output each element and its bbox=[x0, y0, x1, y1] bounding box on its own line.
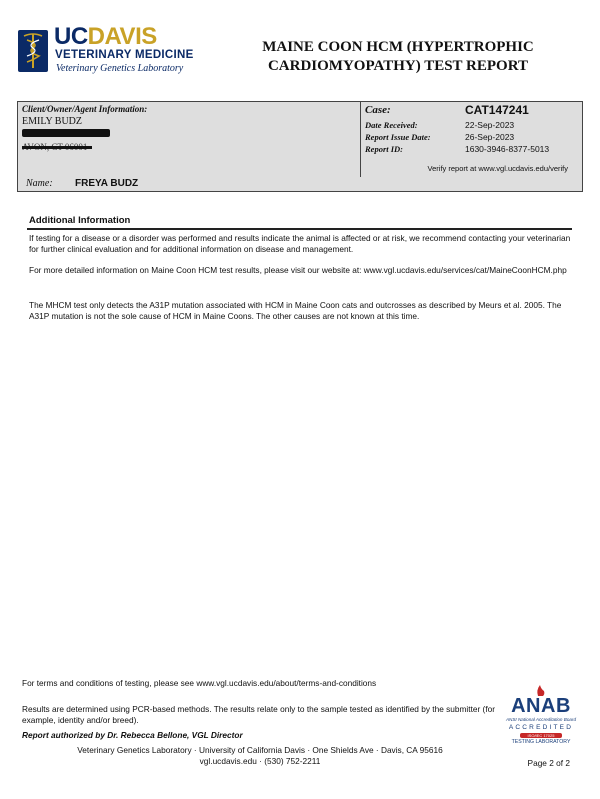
animal-name-label: Name: bbox=[26, 178, 53, 189]
issue-date-value: 26-Sep-2023 bbox=[465, 132, 515, 142]
verify-link[interactable]: Verify report at www.vgl.ucdavis.edu/verify bbox=[427, 164, 568, 173]
report-title-line1: MAINE COON HCM (HYPERTROPHIC bbox=[262, 39, 534, 55]
date-received-value: 22-Sep-2023 bbox=[465, 120, 515, 130]
anab-lab-type: TESTING LABORATORY bbox=[511, 739, 571, 745]
additional-info-paragraph-3: The MHCM test only detects the A31P mutation associated with HCM in Maine Coon cats and outcrosses as described by Meurs et al. 2005. The A31P mutation is not the sole cause of HCM in Maine Coons. The other causes are not known at this time. bbox=[29, 300, 562, 321]
date-received-label: Date Received: bbox=[365, 120, 418, 130]
lab-address-line1: Veterinary Genetics Laboratory · University of California Davis · One Shields Ave · Davis, CA 95616 bbox=[77, 745, 443, 755]
report-title-line2: CARDIOMYOPATHY) TEST REPORT bbox=[267, 58, 529, 74]
issue-date-label: Report Issue Date: bbox=[365, 132, 431, 142]
client-info-panel bbox=[18, 102, 361, 177]
logo-school-text: VETERINARY MEDICINE bbox=[55, 49, 194, 61]
client-heading: Client/Owner/Agent Information: bbox=[22, 104, 148, 114]
lab-address-line2: vgl.ucdavis.edu · (530) 752-2211 bbox=[199, 756, 321, 766]
logo-lab-text: Veterinary Genetics Laboratory bbox=[56, 63, 184, 74]
results-disclaimer: Results are determined using PCR-based methods. The results relate only to the sample tested as identified by the submitter (for example, identity and/or breed). bbox=[22, 704, 496, 725]
client-name: EMILY BUDZ bbox=[22, 116, 83, 127]
case-number: CAT147241 bbox=[465, 103, 529, 117]
case-info-box bbox=[17, 101, 583, 178]
ucdavis-vetmed-logo bbox=[18, 23, 218, 76]
redacted-address-line bbox=[22, 129, 110, 137]
case-details-panel bbox=[361, 102, 582, 177]
animal-name-bar bbox=[17, 177, 583, 192]
anab-name: ANAB bbox=[511, 695, 571, 717]
page-number: Page 2 of 2 bbox=[527, 758, 570, 768]
caduceus-icon bbox=[18, 26, 52, 74]
logo-ucdavis-text: UCDAVIS bbox=[54, 23, 157, 50]
anab-subtitle: ANSI National Accreditation Board bbox=[505, 717, 577, 722]
anab-iso-standard: ISO/IEC 17025 bbox=[520, 733, 562, 738]
additional-info-heading: Additional Information bbox=[29, 215, 131, 226]
lab-address bbox=[40, 745, 480, 767]
additional-info-paragraph-2: For more detailed information on Maine Coon HCM test results, please visit our website at: www.vgl.ucdavis.edu/services/cat/MaineCoonHCM.php bbox=[29, 265, 567, 275]
case-label: Case: bbox=[365, 104, 391, 116]
anab-accredited: ACCREDITED bbox=[508, 724, 574, 731]
redaction-strike bbox=[22, 146, 92, 149]
animal-name-value: FREYA BUDZ bbox=[75, 178, 139, 189]
redacted-city-line bbox=[22, 143, 92, 152]
terms-text: For terms and conditions of testing, please see www.vgl.ucdavis.edu/about/terms-and-conditions bbox=[22, 678, 377, 688]
report-id-value: 1630-3946-8377-5013 bbox=[465, 144, 550, 154]
anab-accreditation-badge bbox=[500, 683, 582, 745]
section-divider bbox=[27, 228, 572, 230]
report-id-label: Report ID: bbox=[365, 144, 404, 154]
authorized-by: Report authorized by Dr. Rebecca Bellone, VGL Director bbox=[22, 730, 243, 740]
additional-info-paragraph-1: If testing for a disease or a disorder was performed and results indicate the animal is affected or at risk, we recommend contacting your veterinarian for further clinical evaluation and for additional information on disease and management. bbox=[29, 233, 571, 254]
report-title bbox=[226, 38, 570, 76]
